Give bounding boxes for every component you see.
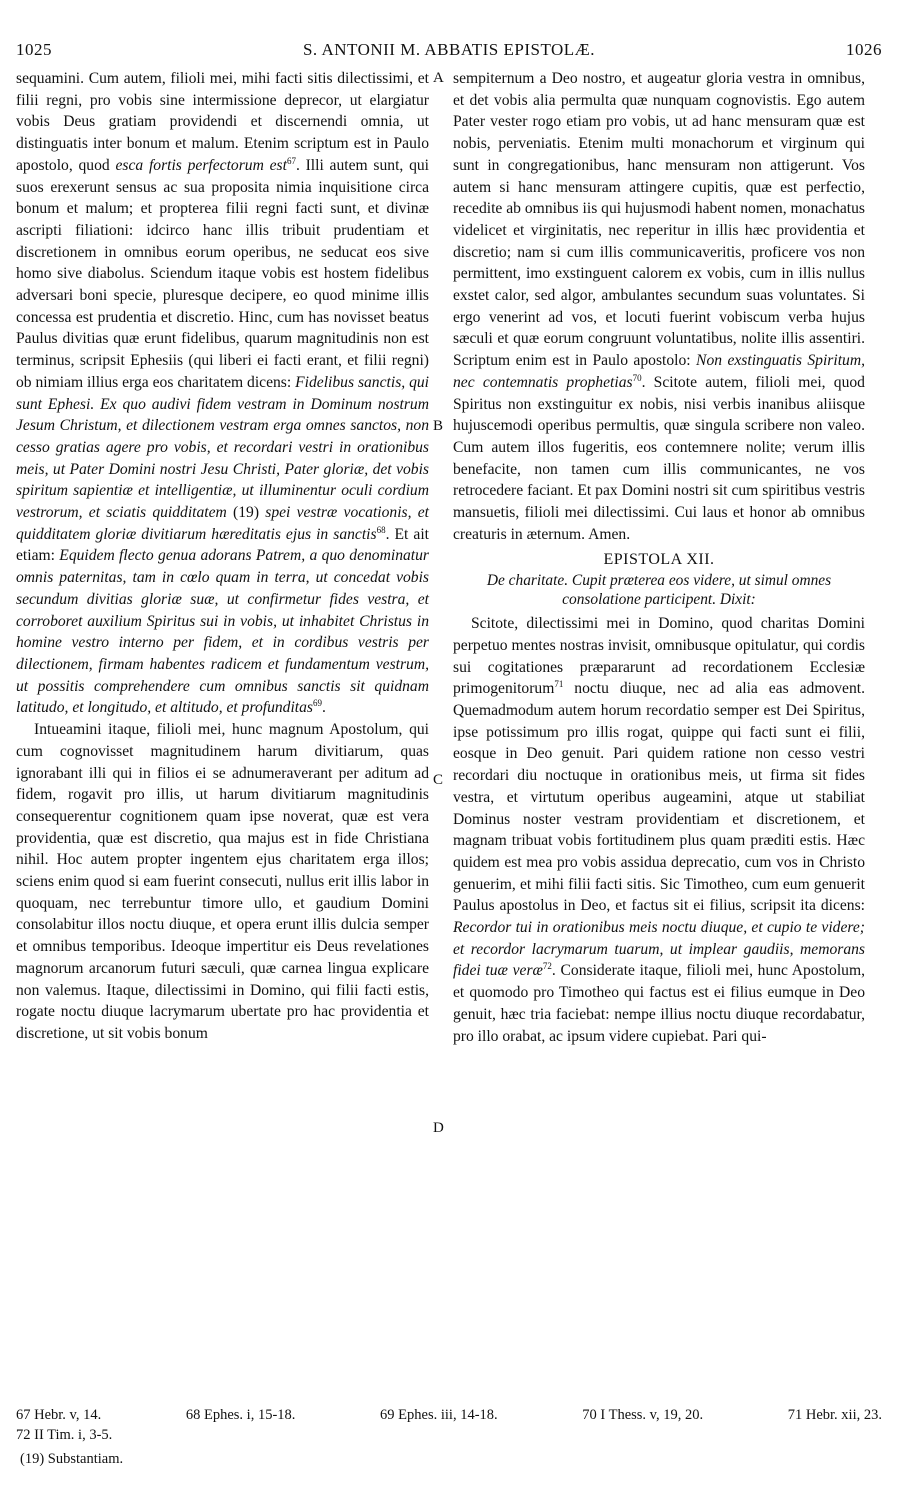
footnote-line-1 [16, 1405, 882, 1425]
text-run: noctu diuque, nec ad alia eas admovent. Quemadmodum autem horum recordatio semper est Dei Spiritus, ipse potissimum pro illis rogat, quippe qui facti sunt ei filii, eosque in Deo genuit. Pari quidem ratione non cesso vestri recordari diu noctuque in orationibus meis, ut firma sit fides vestra, et virtutum operibus augeamini, atque ut stabiliat Dominus noster vestram providentiam et discretionem, et magnam tribuat vobis fortitudinem plus quam præditi estis. Hæc quidem est mea pro vobis assidua deprecatio, cum vos in Christo genuerim, et mihi filii facti sitis. Sic Timotheo, cum eum genuerit Paulus apostolus in Deo, et factus sit ei filius, scripsit ita dicens: [453, 680, 865, 915]
footnotes [16, 1405, 886, 1469]
text-run: spei vestræ vocationis, et quidditatem gloriæ divitiarum hæreditatis ejus in sanctis [16, 504, 429, 543]
right-column [453, 68, 865, 1047]
footnote-72: 72 II Tim. i, 3-5. [16, 1427, 113, 1443]
text-run: Non exstinguatis Spiritum, nec contemnatis prophetias [453, 352, 865, 391]
margin-letter-a: A [433, 70, 444, 86]
text-run: (19) [226, 504, 266, 522]
running-title: S. ANTONII M. ABBATIS EPISTOLÆ. [302, 40, 596, 59]
text-run: esca fortis perfectorum est [115, 156, 287, 174]
margin-letter-d: D [433, 1120, 444, 1136]
text-run: . [322, 699, 326, 717]
left-paragraph-1 [16, 68, 429, 719]
page-number-right: 1026 [846, 40, 882, 59]
page-number-left: 1025 [16, 40, 52, 59]
left-column [16, 68, 429, 1045]
left-paragraph-2 [16, 719, 429, 1045]
footnote-substantiam: (19) Substantiam. [20, 1451, 124, 1467]
right-paragraph-1 [453, 68, 865, 545]
text-run: . Illi autem sunt, qui suos erexerunt sensus ac sua proposita nimia inquisitione circa bonum et malum; et propterea filii regni facti sunt, et divinæ ascripti filiationi: idcirco hanc illis tribuit prudentiam et discretionem in omnibus eorum operibus, ne seducat eos sive homo sive diabolus. Sciendum itaque vobis est hostem fidelibus adversari boni specie, pluresque decipere, eo quod minime illis concessa est prudentia et discretio. Hinc, cum has novisset beatus Paulus divitias quæ erunt fidelibus, quarum magnitudinis non est terminus, scripsit Ephesiis (qui liberi ei facti erant, et filii regni) ob nimiam illius erga eos charitatem dicens: [16, 156, 429, 391]
footnote-68: 68 Ephes. i, 15-18. [185, 1407, 296, 1423]
text-run: Intueamini itaque, filioli mei, hunc magnum Apostolum, qui cum cognovisset magnitudinem harum divitiarum, quas ignorabant illi qui in filios ei se adnumeraverant per aditum ad fidem, rogavit pro illis, ut harum divitiarum magnitudinis consequerentur cognitionem quam ipse noverat, quæ est vera providentia, quæ est discretio, qua majus est in fide Christiana nihil. Hoc autem propter ingentem ejus charitatem erga illos; sciens enim quod si eam fuerint consecuti, nullus erit illis labor in quoquam, nec terrebuntur timore ullo, et gaudium Domini consolabitur illos noctu diuque, et opera erunt illis dulcia semper et omnibus temporibus. Ideoque impertitur eis Deus revelationes magnorum arcanorum futuri sæculi, quæ carnea lingua explicare non valemus. Itaque, dilectissimi in Domino, qui filii facti estis, rogate noctu diuque lacrymarum ubertate pro hac providentia et discretione, ut sit vobis bonum [16, 721, 429, 1042]
footnote-ref: 69 [313, 698, 322, 709]
footnote-69: 69 Ephes. iii, 14-18. [380, 1407, 498, 1423]
text-run: . Scitote autem, filioli mei, quod Spiritus non exstinguitur ex nobis, nisi verbis inanibus aliisque hujuscemodi operibus permultis, quæ singula scribere non valeo. Cum autem illos fugeritis, eos contemnere nolite; verum illis benefacite, non tamen cum illis communicantes, ne vos retrocedere faciant. Et pax Domini nostri sit cum spiritibus vestris mansuetis, filioli mei dilectissimi. Cui laus et honor ab omnibus creaturis in æternum. Amen. [453, 373, 865, 543]
margin-letter-c: C [433, 772, 444, 788]
text-run: Equidem flecto genua adorans Patrem, a quo denominatur omnis paternitas, tam in cœlo quam in terra, ut concedat vobis secundum divitias gloriæ suæ, ut confirmetur fides vestra, et corroboret auxilium Spiritus sui in vobis, ut inhabitet Christus in homine vestro interno per fidem, et in cordibus vestris per dilectionem, firmam habentes radicem et fundamentum vestrum, ut possitis comprehendere cum omnibus sanctis sit quidnam latitudo, et longitudo, et altitudo, et profunditas [16, 547, 429, 717]
footnote-ref: 68 [376, 524, 386, 535]
text-run: sempiternum a Deo nostro, et augeatur gloria vestra in omnibus, et det vobis alia permulta quæ nunquam cognovistis. Ego autem Pater vester rogo etiam pro vobis, ut ad hanc mensuram quæ est nobis, perveniatis. Etenim multi monachorum et virginum qui sunt in congregationibus, hanc mensuram non attigerunt. Vos autem si hanc mensuram attingere cupitis, quæ est perfectio, recedite ab omnibus iis qui hujusmodi habent nomen, monachatus videlicet et virginitatis, nec reperitur in illis hæc providentia et discretio; nam si cum illis communicaveritis, proficere vos non permittent, imo exstinguent calorem ex vobis, cum in illis nullus exstet calor, sed algor, ambulantes secundum suas voluntates. Si ergo venerint ad vos, et locuti fuerint vobiscum verba hujus sæculi et quæ eorum congruunt voluntatibus, nolite illis assentiri. Scriptum enim est in Paulo apostolo: [453, 70, 865, 370]
running-header [16, 40, 882, 66]
margin-letter-b: B [433, 418, 444, 434]
text-run: . Considerate itaque, filioli mei, hunc Apostolum, et quomodo pro Timotheo qui factus est ei filius eumque in Deo genuit, hæc tria faciebat: nempe illius noctu diuque recordabatur, pro illo orabat, ac ipsum videre cupiebat. Pari qui- [453, 962, 865, 1045]
footnote-70: 70 I Thess. v, 19, 20. [582, 1407, 704, 1423]
epistle-heading: EPISTOLA XII. [603, 551, 715, 569]
footnote-ref: 72 [542, 961, 552, 972]
footnote-ref: 70 [632, 372, 642, 383]
text-run: sequamini. Cum autem, filioli mei, mihi facti sitis dilectissimi, et filii regni, pro vobis sine intermissione deprecor, ut elargiatur vobis Deus gratiam providendi et discernendi omnia, ut distinguatis inter bonum et malum. Etenim scriptum est in Paulo apostolo, quod [16, 70, 429, 174]
text-run: Scitote, dilectissimi mei in Domino, quod charitas Domini perpetuo mentes nostras invisit, omnibusque opitulatur, qui cordis sui cogitationes præpararunt ad recordationem Ecclesiæ primogenitorum [453, 615, 865, 698]
right-paragraph-2 [453, 613, 865, 1047]
footnote-71: 71 Hebr. xii, 23. [787, 1407, 882, 1423]
text-run: Fidelibus sanctis, qui sunt Ephesi. Ex quo audivi fidem vestram in Dominum nostrum Jesum Christum, et dilectionem vestram erga omnes sanctos, non cesso gratias agere pro vobis, et recordari vestri in orationibus meis, ut Pater Domini nostri Jesu Christi, Pater gloriæ, det vobis spiritum sapientiæ et intelligentiæ, ut illuminentur oculi cordium vestrorum, et sciatis quidditatem [16, 373, 429, 522]
text-run: Recordor tui in orationibus meis noctu diuque, et cupio te videre; et recordor lacrymarum tuarum, ut implear gaudiis, memorans fidei tuæ veræ [453, 919, 865, 980]
footnote-ref: 71 [554, 679, 564, 690]
text-run: . Et ait etiam: [16, 525, 429, 565]
footnote-ref: 67 [286, 155, 296, 166]
epistle-summary: De charitate. Cupit præterea eos videre, ut simul omnes consolatione participent. Dixit: [486, 572, 832, 609]
footnote-67: 67 Hebr. v, 14. [16, 1407, 102, 1423]
